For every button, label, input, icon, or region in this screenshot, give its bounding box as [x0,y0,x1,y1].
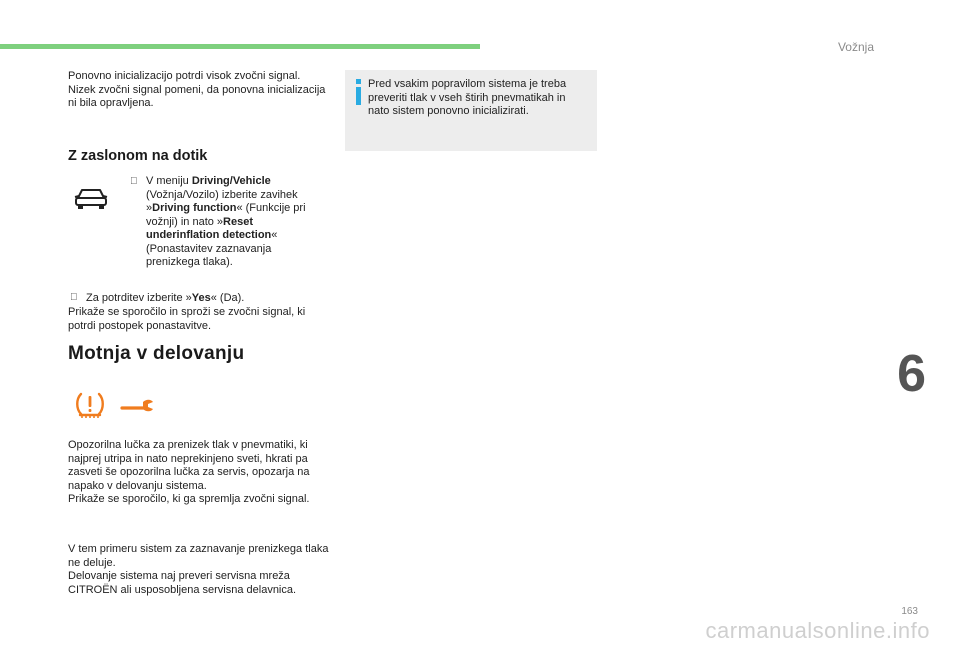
step-2-part-2: « (Da). [210,292,245,304]
menu-driving: Driving [191,175,230,187]
info-icon [352,79,366,105]
info-box [345,70,597,151]
option-reset-underinflation: Reset underinflation detection [146,215,272,241]
watermark: carmanualsonline.info [705,618,930,643]
step-2-text [86,292,326,306]
step-1-part-3: « (Funkcije pri vožnji) in nato » [146,202,306,228]
car-menu-icon [74,186,108,210]
chapter-color-bar [0,44,480,49]
malfunction-p4: Delovanje sistema naj preveri servisna mreža CITROËN ali usposobljena servisna delavnica. [68,570,297,596]
malfunction-p2: Prikaže se sporočilo, ki ga spremlja zvočni signal. [68,493,310,505]
malfunction-p3: V tem primeru sistem za zaznavanje prenizkega tlaka ne deluje. [68,543,329,569]
step-1-bullet [130,176,138,187]
malfunction-text-2 [68,543,330,597]
step-1-part-2: (Vožnja/Vozilo) izberite zavihek » [146,188,298,214]
step-1-text [146,175,322,270]
info-box-text: Pred vsakim popravilom sistema je treba preveriti tlak v vseh štirih pnevmatikah in nato sistem ponovno inicializirati. [368,78,567,117]
service-wrench-icon [120,396,154,414]
tire-pressure-warning-icon [75,392,105,418]
step-2-bullet [70,292,78,303]
intro-text [68,70,330,111]
touchscreen-heading: Z zaslonom na dotik [68,148,208,164]
page-number: 163 [901,606,918,617]
option-yes: Yes [191,292,211,304]
malfunction-text-1 [68,439,330,507]
intro-line-1: Ponovno inicializacijo potrdi visok zvočni signal. [68,70,301,82]
menu-vehicle: Vehicle [232,175,271,187]
step-2-part-1: Za potrditev izberite » [86,292,192,304]
malfunction-p1: Opozorilna lučka za prenizek tlak v pnevmatiki, ki najprej utripa in nato neprekinjeno sveti, hkrati pa zasveti še opozorilna lučka za servis, opozarja na napako v delovanju sistema. [68,439,310,492]
menu-slash: / [229,175,233,187]
intro-line-2: Nizek zvočni signal pomeni, da ponovna inicializacija ni bila opravljena. [68,83,326,109]
tab-driving-function: Driving function [152,202,237,214]
chapter-number: 6 [897,345,926,403]
malfunction-heading: Motnja v delovanju [68,343,245,364]
section-title: Vožnja [837,40,874,54]
step-1-part-1: V meniju [146,175,192,187]
step-1-part-4: « (Ponastavitev zaznavanja prenizkega tlaka). [146,229,278,268]
reset-result-text: Prikaže se sporočilo in sproži se zvočni signal, ki potrdi postopek ponastavitve. [68,306,306,332]
